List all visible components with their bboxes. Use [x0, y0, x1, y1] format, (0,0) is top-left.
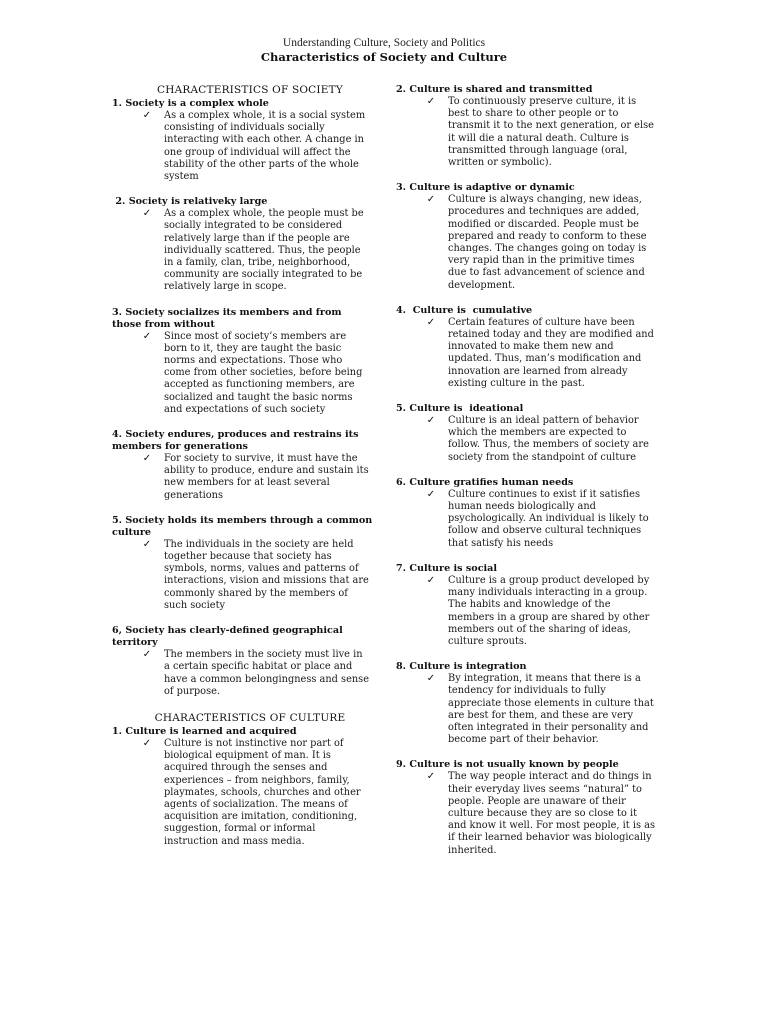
item-text: As a complex whole, the people must be socially integrated to be considered relatively large than if the people are individually scattered. Thus, the people in a family, clan, tribe, neighborhood, community are socially integrated to be relatively large in scope.	[164, 208, 364, 293]
document-title: Characteristics of Society and Culture	[260, 50, 508, 64]
course-title: Understanding Culture, Society and Politics	[282, 37, 486, 49]
item-heading: 3. Society socializes its members and from those from without	[112, 306, 342, 330]
checkmark-icon: ✓	[142, 110, 152, 121]
item-text: Culture is an ideal pattern of behavior which the members are expected to follow. Thus, the members of society are society from the standpoint of culture	[448, 415, 649, 463]
culture-item-7	[396, 563, 658, 648]
item-heading: 3. Culture is adaptive or dynamic	[396, 182, 575, 194]
item-heading: 1. Culture is learned and acquired	[112, 725, 297, 737]
culture-item-9	[396, 759, 658, 856]
checkmark-icon: ✓	[426, 488, 436, 500]
left-column	[112, 84, 374, 848]
society-item-6	[112, 625, 374, 698]
society-item-1	[112, 98, 374, 183]
culture-item-3	[396, 182, 658, 292]
item-heading: 2. Society is relativeky large	[112, 196, 268, 208]
checkmark-icon: ✓	[142, 649, 152, 661]
item-text: For society to survive, it must have the ability to produce, endure and sustain its new members for at least several generations	[164, 453, 369, 501]
item-text: Culture is a group product developed by many individuals interacting in a group. The habits and knowledge of the members in a group are shared by other members out of the sharing of ideas, culture sprouts.	[448, 574, 650, 647]
item-heading: 5. Society holds its members through a common culture	[112, 514, 373, 538]
culture-item-6	[396, 477, 658, 550]
culture-item-1	[112, 726, 374, 848]
society-item-3	[112, 307, 374, 416]
item-text: As a complex whole, it is a social system consisting of individuals socially interacting with each other. A change in one group of individual will affect the stability of the other parts of the whole system	[164, 110, 366, 183]
item-text: Culture is not instinctive nor part of biological equipment of man. It is acquired through the senses and experiences – from neighbors, family, playmates, schools, churches and other agents of socialization. The means of acquisition are imitation, conditioning, suggestion, formal or informal instruction and mass media.	[164, 737, 361, 847]
society-item-5	[112, 515, 374, 612]
culture-heading: CHARACTERISTICS OF CULTURE	[154, 711, 346, 724]
item-heading: 4. Society endures, produces and restrains its members for generations	[112, 429, 359, 453]
checkmark-icon: ✓	[426, 316, 436, 328]
item-text: By integration, it means that there is a tendency for individuals to fully appreciate those elements in culture that are best for them, and these are very often integrated in their personality and become part of their behavior.	[448, 673, 654, 746]
item-heading: 8. Culture is integration	[396, 661, 527, 673]
checkmark-icon: ✓	[142, 330, 152, 342]
item-heading: 1. Society is a complex whole	[112, 98, 269, 109]
item-heading: 6. Culture gratifies human needs	[396, 476, 574, 488]
item-text: Since most of society’s members are born to it, they are taught the basic norms and expectations. Those who come from other societies, before being accepted as functioning members, are socialized and taught the basic norms and expectations of such society	[164, 330, 363, 415]
item-heading: 5. Culture is ideational	[396, 403, 524, 415]
society-heading: CHARACTERISTICS OF SOCIETY	[157, 84, 343, 96]
culture-item-2	[396, 84, 658, 169]
item-heading: 9. Culture is not usually known by people	[396, 759, 619, 771]
item-heading: 2. Culture is shared and transmitted	[396, 84, 593, 95]
society-item-2	[112, 196, 374, 293]
item-text: Culture is always changing, new ideas, procedures and techniques are added, modified or discarded. People must be prepared and ready to conform to these changes. The changes going on today is very rapid than in the primitive times due to fast advancement of science and development.	[448, 194, 647, 291]
item-text: The way people interact and do things in their everyday lives seems “natural” to people. People are unaware of their culture because they are so close to it and know it well. For most people, it is as if their learned behavior was biologically inherited.	[448, 771, 655, 856]
checkmark-icon: ✓	[426, 415, 436, 427]
checkmark-icon: ✓	[426, 96, 436, 107]
checkmark-icon: ✓	[142, 538, 152, 550]
item-heading: 4. Culture is cumulative	[396, 304, 533, 316]
right-column	[396, 84, 658, 857]
item-text: Culture continues to exist if it satisfies human needs biologically and psychologically. An individual is likely to follow and observe cultural techniques that satisfy his needs	[448, 488, 649, 549]
culture-item-4	[396, 305, 658, 390]
item-text: Certain features of culture have been retained today and they are modified and innovated to make them new and updated. Thus, man’s modification and innovation are learned from already existing culture in the past.	[448, 316, 654, 389]
culture-item-5	[396, 403, 658, 464]
item-heading: 6, Society has clearly-defined geographical territory	[112, 625, 343, 649]
checkmark-icon: ✓	[426, 194, 436, 206]
culture-item-8	[396, 661, 658, 746]
checkmark-icon: ✓	[142, 208, 152, 220]
item-text: The members in the society must live in a certain specific habitat or place and have a common belongingness and sense of purpose.	[164, 649, 370, 697]
checkmark-icon: ✓	[426, 673, 436, 685]
item-heading: 7. Culture is social	[396, 562, 498, 574]
checkmark-icon: ✓	[142, 737, 152, 749]
checkmark-icon: ✓	[426, 574, 436, 586]
checkmark-icon: ✓	[142, 453, 152, 465]
society-item-4	[112, 429, 374, 502]
checkmark-icon: ✓	[426, 771, 436, 783]
item-text: The individuals in the society are held together because that society has symbols, norms, values and patterns of interactions, vision and missions that are commonly shared by the members of such society	[164, 538, 369, 611]
item-text: To continuously preserve culture, it is best to share to other people or to transmit it to the next generation, or else it will die a natural death. Culture is transmitted through language (oral, written or symbolic).	[448, 96, 654, 169]
